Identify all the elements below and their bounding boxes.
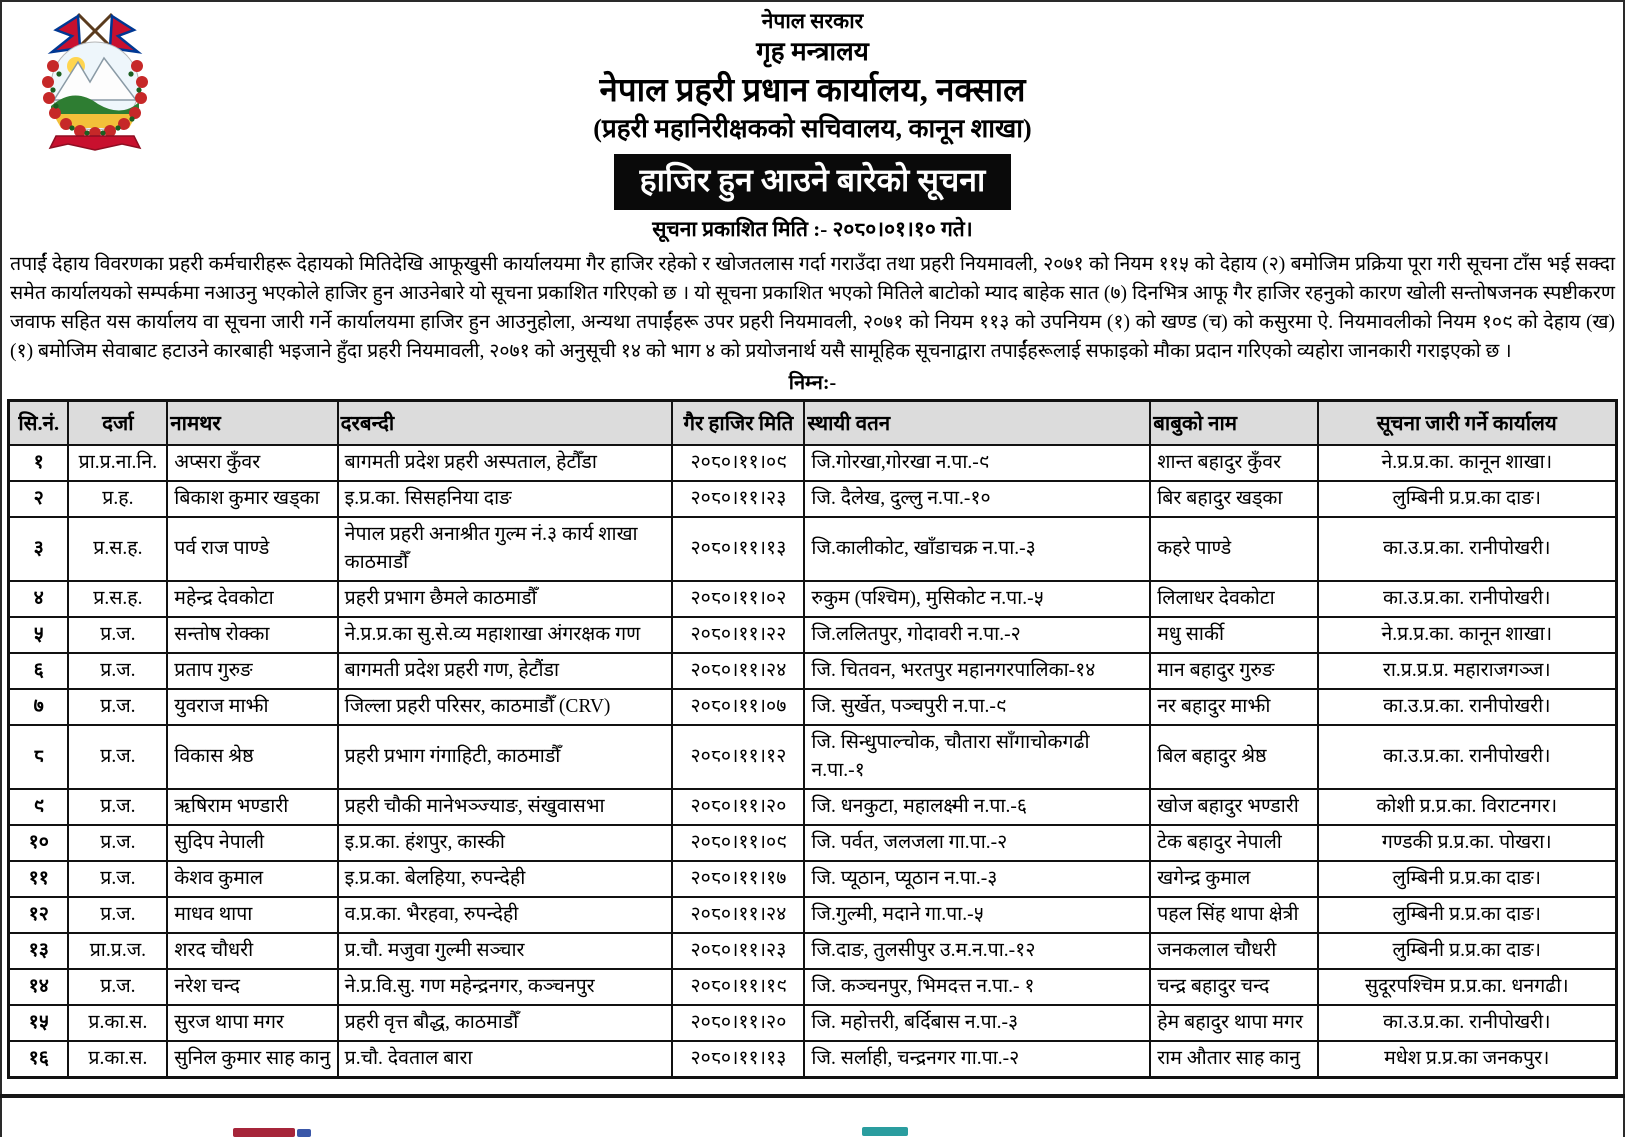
scan-artifact-teal bbox=[862, 1127, 908, 1136]
cell-posting: प्रहरी प्रभाग गंगाहिटी, काठमाडौँ bbox=[338, 725, 673, 789]
cell-issuing-office: कोशी प्र.प्र.का. विराटनगर। bbox=[1318, 789, 1617, 825]
cell-sn: ५ bbox=[9, 617, 69, 653]
cell-name: सुरज थापा मगर bbox=[167, 1005, 337, 1041]
cell-father-name: मधु सार्की bbox=[1150, 617, 1317, 653]
cell-absent-date: २०८०।११।१९ bbox=[672, 969, 804, 1005]
cell-permanent-address: जि. सर्लाही, चन्द्रनगर गा.पा.-२ bbox=[804, 1041, 1150, 1078]
cell-father-name: टेक बहादुर नेपाली bbox=[1150, 825, 1317, 861]
cell-rank: प्र.ज. bbox=[68, 969, 167, 1005]
cell-father-name: मान बहादुर गुरुङ bbox=[1150, 653, 1317, 689]
cell-permanent-address: जि.ललितपुर, गोदावरी न.पा.-२ bbox=[804, 617, 1150, 653]
cell-permanent-address: जि. सिन्धुपाल्चोक, चौतारा साँगाचोकगढी न.पा.-१ bbox=[804, 725, 1150, 789]
cell-sn: १५ bbox=[9, 1005, 69, 1041]
cell-sn: १४ bbox=[9, 969, 69, 1005]
header-rank: दर्जा bbox=[68, 400, 167, 445]
cell-permanent-address: जि. धनकुटा, महालक्ष्मी न.पा.-६ bbox=[804, 789, 1150, 825]
cell-issuing-office: लुम्बिनी प्र.प्र.का दाङ। bbox=[1318, 861, 1617, 897]
cell-sn: १० bbox=[9, 825, 69, 861]
header-posting: दरबन्दी bbox=[338, 400, 673, 445]
cell-absent-date: २०८०।११।२३ bbox=[672, 933, 804, 969]
cell-rank: प्र.का.स. bbox=[68, 1005, 167, 1041]
cell-father-name: खोज बहादुर भण्डारी bbox=[1150, 789, 1317, 825]
header-father-name: बाबुको नाम bbox=[1150, 400, 1317, 445]
cell-absent-date: २०८०।११।२२ bbox=[672, 617, 804, 653]
list-label: निम्न:- bbox=[788, 371, 837, 394]
cell-issuing-office: लुम्बिनी प्र.प्र.का दाङ। bbox=[1318, 933, 1617, 969]
cell-posting: बागमती प्रदेश प्रहरी गण, हेटौंडा bbox=[338, 653, 673, 689]
cell-rank: प्रा.प्र.ज. bbox=[68, 933, 167, 969]
cell-name: महेन्द्र देवकोटा bbox=[167, 581, 337, 617]
cell-name: प्रताप गुरुङ bbox=[167, 653, 337, 689]
cell-permanent-address: जि. प्यूठान, प्यूठान न.पा.-३ bbox=[804, 861, 1150, 897]
cell-permanent-address: जि. कञ्चनपुर, भिमदत्त न.पा.- १ bbox=[804, 969, 1150, 1005]
cell-absent-date: २०८०।११।२० bbox=[672, 1005, 804, 1041]
cell-father-name: शान्त बहादुर कुँवर bbox=[1150, 445, 1317, 481]
cell-issuing-office: ने.प्र.प्र.का. कानून शाखा। bbox=[1318, 445, 1617, 481]
cell-sn: ७ bbox=[9, 689, 69, 725]
published-date-line: सूचना प्रकाशित मिति :- २०८०।०१।१० गते। bbox=[652, 216, 973, 241]
cell-issuing-office: रा.प्र.प्र.प्र. महाराजगञ्ज। bbox=[1318, 653, 1617, 689]
cell-sn: ४ bbox=[9, 581, 69, 617]
emblem-graphic bbox=[26, 8, 164, 156]
cell-absent-date: २०८०।११।१२ bbox=[672, 725, 804, 789]
cell-name: नरेश चन्द bbox=[167, 969, 337, 1005]
cell-permanent-address: जि.कालीकोट, खाँडाचक्र न.पा.-३ bbox=[804, 517, 1150, 581]
cell-father-name: चन्द्र बहादुर चन्द bbox=[1150, 969, 1317, 1005]
cell-issuing-office: गण्डकी प्र.प्र.का. पोखरा। bbox=[1318, 825, 1617, 861]
cell-absent-date: २०८०।११।०९ bbox=[672, 445, 804, 481]
cell-father-name: पहल सिंह थापा क्षेत्री bbox=[1150, 897, 1317, 933]
nepal-government-emblem bbox=[26, 8, 164, 156]
cell-rank: प्र.स.ह. bbox=[68, 517, 167, 581]
cell-name: ऋषिराम भण्डारी bbox=[167, 789, 337, 825]
scan-artifact-red bbox=[233, 1128, 295, 1137]
cell-rank: प्र.स.ह. bbox=[68, 581, 167, 617]
cell-name: युवराज माझी bbox=[167, 689, 337, 725]
cell-issuing-office: सुदूरपश्चिम प्र.प्र.का. धनगढी। bbox=[1318, 969, 1617, 1005]
cell-sn: ९ bbox=[9, 789, 69, 825]
ministry-line: गृह मन्त्रालय bbox=[756, 37, 869, 67]
cell-absent-date: २०८०।११।०९ bbox=[672, 825, 804, 861]
cell-rank: प्र.ज. bbox=[68, 653, 167, 689]
cell-sn: ११ bbox=[9, 861, 69, 897]
cell-name: सुनिल कुमार साह कानु bbox=[167, 1041, 337, 1078]
cell-issuing-office: का.उ.प्र.का. रानीपोखरी। bbox=[1318, 581, 1617, 617]
cell-absent-date: २०८०।११।२० bbox=[672, 789, 804, 825]
cell-permanent-address: जि.गोरखा,गोरखा न.पा.-९ bbox=[804, 445, 1150, 481]
cell-father-name: हेम बहादुर थापा मगर bbox=[1150, 1005, 1317, 1041]
sub-office-line: (प्रहरी महानिरीक्षकको सचिवालय, कानून शाखा) bbox=[593, 114, 1032, 143]
cell-rank: प्र.ज. bbox=[68, 725, 167, 789]
cell-rank: प्र.ज. bbox=[68, 617, 167, 653]
cell-posting: नेपाल प्रहरी अनाश्रीत गुल्म नं.३ कार्य शाखा काठमाडौँ bbox=[338, 517, 673, 581]
cell-name: सन्तोष रोक्का bbox=[167, 617, 337, 653]
cell-absent-date: २०८०।११।१७ bbox=[672, 861, 804, 897]
cell-posting: जिल्ला प्रहरी परिसर, काठमाडौँ (CRV) bbox=[338, 689, 673, 725]
header-name: नामथर bbox=[167, 400, 337, 445]
cell-father-name: नर बहादुर माझी bbox=[1150, 689, 1317, 725]
cell-issuing-office: का.उ.प्र.का. रानीपोखरी। bbox=[1318, 689, 1617, 725]
cell-sn: १ bbox=[9, 445, 69, 481]
cell-permanent-address: जि. सुर्खेत, पञ्चपुरी न.पा.-९ bbox=[804, 689, 1150, 725]
cell-absent-date: २०८०।११।१३ bbox=[672, 1041, 804, 1078]
cell-permanent-address: जि. पर्वत, जलजला गा.पा.-२ bbox=[804, 825, 1150, 861]
cell-issuing-office: का.उ.प्र.का. रानीपोखरी। bbox=[1318, 517, 1617, 581]
cell-name: सुदिप नेपाली bbox=[167, 825, 337, 861]
cell-issuing-office: का.उ.प्र.का. रानीपोखरी। bbox=[1318, 1005, 1617, 1041]
cell-permanent-address: जि. महोत्तरी, बर्दिबास न.पा.-३ bbox=[804, 1005, 1150, 1041]
cell-posting: प्र.चौ. मजुवा गुल्मी सञ्चार bbox=[338, 933, 673, 969]
cell-posting: इ.प्र.का. हंशपुर, कास्की bbox=[338, 825, 673, 861]
cell-sn: ३ bbox=[9, 517, 69, 581]
cell-rank: प्र.का.स. bbox=[68, 1041, 167, 1078]
cell-issuing-office: मधेश प्र.प्र.का जनकपुर। bbox=[1318, 1041, 1617, 1078]
cell-permanent-address: जि.गुल्मी, मदाने गा.पा.-५ bbox=[804, 897, 1150, 933]
cell-posting: व.प्र.का. भैरहवा, रुपन्देही bbox=[338, 897, 673, 933]
cell-permanent-address: रुकुम (पश्चिम), मुसिकोट न.पा.-५ bbox=[804, 581, 1150, 617]
cell-sn: १६ bbox=[9, 1041, 69, 1078]
cell-rank: प्रा.प्र.ना.नि. bbox=[68, 445, 167, 481]
notice-title-banner: हाजिर हुन आउने बारेको सूचना bbox=[614, 154, 1012, 210]
cell-posting: प्रहरी प्रभाग छैमले काठमाडौँ bbox=[338, 581, 673, 617]
cell-permanent-address: जि. दैलेख, दुल्लु न.पा.-१० bbox=[804, 481, 1150, 517]
header-permanent-address: स्थायी वतन bbox=[804, 400, 1150, 445]
cell-posting: बागमती प्रदेश प्रहरी अस्पताल, हेटौँडा bbox=[338, 445, 673, 481]
cell-name: विकास श्रेष्ठ bbox=[167, 725, 337, 789]
cell-father-name: कहरे पाण्डे bbox=[1150, 517, 1317, 581]
scan-artifact-blue bbox=[297, 1129, 311, 1137]
cell-sn: ८ bbox=[9, 725, 69, 789]
cell-rank: प्र.ज. bbox=[68, 689, 167, 725]
cell-name: माधव थापा bbox=[167, 897, 337, 933]
cell-father-name: खगेन्द्र कुमाल bbox=[1150, 861, 1317, 897]
cell-issuing-office: का.उ.प्र.का. रानीपोखरी। bbox=[1318, 725, 1617, 789]
cell-posting: प्र.चौ. देवताल बारा bbox=[338, 1041, 673, 1078]
cell-sn: २ bbox=[9, 481, 69, 517]
cell-absent-date: २०८०।११।२४ bbox=[672, 653, 804, 689]
cell-permanent-address: जि.दाङ, तुलसीपुर उ.म.न.पा.-१२ bbox=[804, 933, 1150, 969]
cell-posting: ने.प्र.वि.सु. गण महेन्द्रनगर, कञ्चनपुर bbox=[338, 969, 673, 1005]
office-title: नेपाल प्रहरी प्रधान कार्यालय, नक्साल bbox=[599, 72, 1026, 109]
header-sn: सि.नं. bbox=[9, 400, 69, 445]
cell-absent-date: २०८०।११।२३ bbox=[672, 481, 804, 517]
header-absent-date: गैर हाजिर मिति bbox=[672, 400, 804, 445]
cell-rank: प्र.ज. bbox=[68, 897, 167, 933]
cell-name: शरद चौधरी bbox=[167, 933, 337, 969]
cell-father-name: राम औतार साह कानु bbox=[1150, 1041, 1317, 1078]
cell-sn: १२ bbox=[9, 897, 69, 933]
cell-absent-date: २०८०।११।२४ bbox=[672, 897, 804, 933]
cell-rank: प्र.ह. bbox=[68, 481, 167, 517]
cell-father-name: बिर बहादुर खड्का bbox=[1150, 481, 1317, 517]
notice-body-paragraph: तपाईं देहाय विवरणका प्रहरी कर्मचारीहरू देहायको मितिदेखि आफूखुसी कार्यालयमा गैर हाजिर रहेको र खोजतलास गर्दा गराउँदा तथा प्रहरी नियमावली, २०७१ को नियम ११५ को देहाय (२) बमोजिम प्रक्रिया पूरा गरी सूचना टाँस भई सक्दा समेत कार्यालयको सम्पर्कमा नआउनु भएकोले हाजिर हुन आउनेबारे यो सूचना प्रकाशित गरिएको छ । यो सूचना प्रकाशित भएको मितिले बाटोको म्याद बाहेक सात (७) दिनभित्र आफू गैर हाजिर रहनुको कारण खोली सन्तोषजनक स्पष्टीकरण जवाफ सहित यस कार्यालय वा सूचना जारी गर्ने कार्यालयमा हाजिर हुन आउनुहोला, अन्यथा तपाईंहरू उपर प्रहरी नियमावली, २०७१ को नियम ११३ को उपनियम (१) को खण्ड (च) को कसुरमा ऐ. नियमावलीको नियम १०९ को देहाय (ख) (१) बमोजिम सेवाबाट हटाउने कारबाही भइजाने हुँदा प्रहरी नियमावली, २०७१ को अनुसूची १४ को भाग ४ को प्रयोजनार्थ यसै सामूहिक सूचनाद्वारा तपाईंहरूलाई सफाइको मौका प्रदान गरिएको व्यहोरा जानकारी गराइएको छ । bbox=[10, 253, 1615, 362]
cell-father-name: जनकलाल चौधरी bbox=[1150, 933, 1317, 969]
cell-name: बिकाश कुमार खड्का bbox=[167, 481, 337, 517]
cell-posting: ने.प्र.प्र.का सु.से.व्य महाशाखा अंगरक्षक गण bbox=[338, 617, 673, 653]
cell-posting: प्रहरी वृत्त बौद्ध, काठमाडौँ bbox=[338, 1005, 673, 1041]
cell-rank: प्र.ज. bbox=[68, 825, 167, 861]
cell-sn: ६ bbox=[9, 653, 69, 689]
cell-rank: प्र.ज. bbox=[68, 789, 167, 825]
cell-name: पर्व राज पाण्डे bbox=[167, 517, 337, 581]
cell-posting: इ.प्र.का. बेलहिया, रुपन्देही bbox=[338, 861, 673, 897]
bottom-divider-line bbox=[0, 1094, 1625, 1098]
cell-issuing-office: लुम्बिनी प्र.प्र.का दाङ। bbox=[1318, 481, 1617, 517]
cell-issuing-office: लुम्बिनी प्र.प्र.का दाङ। bbox=[1318, 897, 1617, 933]
cell-absent-date: २०८०।११।०७ bbox=[672, 689, 804, 725]
cell-rank: प्र.ज. bbox=[68, 861, 167, 897]
cell-name: अप्सरा कुँवर bbox=[167, 445, 337, 481]
cell-permanent-address: जि. चितवन, भरतपुर महानगरपालिका-१४ bbox=[804, 653, 1150, 689]
header-issuing-office: सूचना जारी गर्ने कार्यालय bbox=[1318, 400, 1617, 445]
cell-name: केशव कुमाल bbox=[167, 861, 337, 897]
government-line: नेपाल सरकार bbox=[761, 9, 864, 33]
cell-posting: इ.प्र.का. सिसहनिया दाङ bbox=[338, 481, 673, 517]
cell-absent-date: २०८०।११।१३ bbox=[672, 517, 804, 581]
cell-father-name: बिल बहादुर श्रेष्ठ bbox=[1150, 725, 1317, 789]
cell-issuing-office: ने.प्र.प्र.का. कानून शाखा। bbox=[1318, 617, 1617, 653]
cell-posting: प्रहरी चौकी मानेभञ्ज्याङ, संखुवासभा bbox=[338, 789, 673, 825]
cell-sn: १३ bbox=[9, 933, 69, 969]
cell-absent-date: २०८०।११।०२ bbox=[672, 581, 804, 617]
cell-father-name: लिलाधर देवकोटा bbox=[1150, 581, 1317, 617]
